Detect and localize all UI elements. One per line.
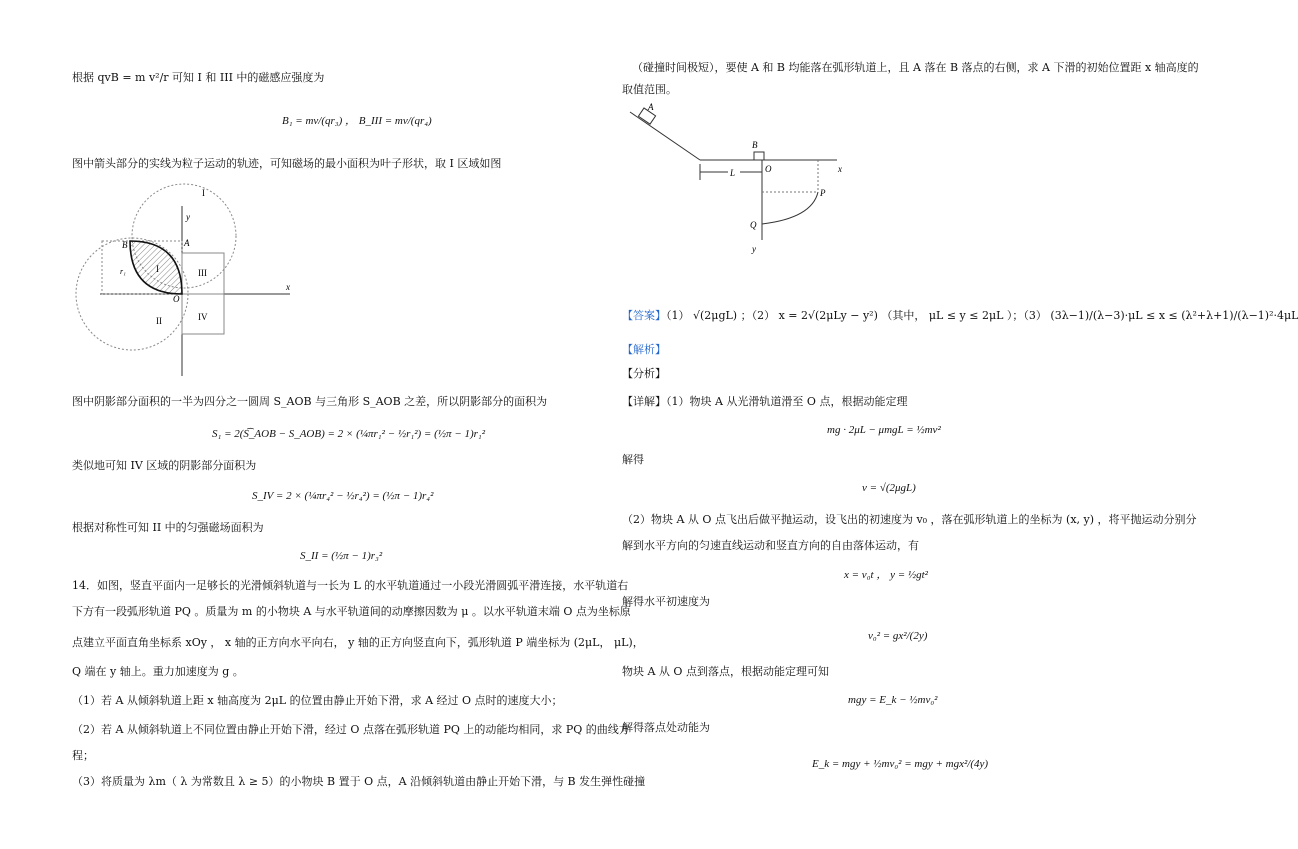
text-line: 根据 qvB = m v²/r 可知 I 和 III 中的磁感应强度为	[72, 71, 325, 84]
sub-question-1: （1）若 A 从倾斜轨道上距 x 轴高度为 2μL 的位置由静止开始下滑，求 A 经过 O 点时的速度大小；	[72, 694, 563, 707]
text-line: 图中阴影部分面积的一半为四分之一圆周 S_AOB 与三角形 S_AOB 之差，所以阴影部分的面积为	[72, 395, 548, 408]
text-line: 解得落点处动能为	[622, 721, 710, 734]
arc-track-pq	[762, 192, 818, 224]
label-o: O	[765, 164, 772, 174]
text-line: 图中箭头部分的实线为粒子运动的轨迹，可知磁场的最小面积为叶子形状，取 I 区域如图	[72, 157, 502, 170]
text-line: 取值范围。	[622, 83, 677, 96]
track-figure	[622, 100, 862, 260]
label-o: O	[173, 294, 180, 304]
fenxi-tag: 【分析】	[622, 367, 666, 380]
label-region-iv: IV	[198, 312, 208, 322]
detail-line: 【详解】（1）物块 A 从光滑轨道滑至 O 点，根据动能定理	[622, 395, 908, 408]
equation-s4: S_IV = 2 × (¼πr₄² − ½r₄²) = (½π − 1)r₄²	[252, 490, 434, 502]
equation-2: v = √(2μgL)	[862, 482, 916, 494]
text-line: 解到水平方向的匀速直线运动和竖直方向的自由落体运动，有	[622, 539, 919, 552]
text-line: 解得	[622, 453, 644, 466]
analysis-tag: 【解析】	[622, 343, 666, 356]
question-14-line: Q 端在 y 轴上。重力加速度为 g 。	[72, 665, 244, 678]
label-x: x	[838, 164, 842, 174]
text-line: （2）物块 A 从 O 点飞出后做平抛运动，设飞出的初速度为 v₀ ，落在弧形轨道上的坐标为 (x, y) ，将平抛运动分别分	[622, 513, 1197, 526]
label-a: A	[648, 102, 654, 112]
text-line: （碰撞时间极短），要使 A 和 B 均能落在弧形轨道上，且 A 落在 B 落点的右侧，求 A 下滑的初始位置距 x 轴高度的	[632, 61, 1199, 74]
equation-s1: S₁ = 2(S͡_AOB − S_AOB) = 2 × (¼πr₁² − ½r₁²) = (½π − 1)r₁²	[212, 428, 486, 440]
label-region-ii: II	[156, 316, 162, 326]
label-b: B	[122, 240, 128, 250]
label-q: Q	[750, 220, 757, 230]
label-y: y	[186, 212, 190, 222]
label-i: I	[202, 188, 205, 198]
equation-6: E_k = mgy + ½mv₀² = mgy + mgx²/(4y)	[812, 758, 989, 770]
sub-question-2-cont: 程；	[72, 749, 94, 762]
label-p: P	[820, 188, 826, 198]
equation-3: x = v₀t ， y = ½gt²	[844, 569, 928, 581]
text-line: 类似地可知 IV 区域的阴影部分面积为	[72, 459, 257, 472]
text-line: 解得水平初速度为	[622, 595, 710, 608]
text-line: 根据对称性可知 II 中的匀强磁场面积为	[72, 521, 264, 534]
answer-line	[622, 308, 1298, 324]
label-a: A	[184, 238, 190, 248]
question-14-line: 下方有一段弧形轨道 PQ 。质量为 m 的小物块 A 与水平轨道间的动摩擦因数为 μ 。以水平轨道末端 O 点为坐标原	[72, 605, 631, 618]
label-b: B	[752, 140, 758, 150]
answer-text: （1） √(2μgL) ；（2） x = 2√(2μLy − y²) （其中， μL ≤ y ≤ 2μL ）；（3） (3λ−1)/(λ−3)·μL ≤ x ≤ (λ²+λ+1)/(λ−1)²·4μL	[666, 309, 1298, 322]
question-14-line: 点建立平面直角坐标系 xOy ， x 轴的正方向水平向右， y 轴的正方向竖直向下，弧形轨道 P 端坐标为 (2μL， μL)，	[72, 636, 644, 649]
block-b	[754, 152, 764, 160]
sub-question-3: （3）将质量为 λm（ λ 为常数且 λ ≥ 5）的小物块 B 置于 O 点，A 沿倾斜轨道由静止开始下滑，与 B 发生弹性碰撞	[72, 775, 646, 788]
answer-tag: 【答案】	[622, 309, 666, 322]
question-14-line: 14．如图，竖直平面内一足够长的光滑倾斜轨道与一长为 L 的水平轨道通过一小段光滑圆弧平滑连接，水平轨道右	[72, 579, 629, 592]
label-y: y	[752, 244, 756, 254]
label-r1: r₁	[120, 267, 126, 276]
sub-question-2: （2）若 A 从倾斜轨道上不同位置由静止开始下滑，经过 O 点落在弧形轨道 PQ 上的动能均相同，求 PQ 的曲线方	[72, 723, 630, 736]
label-region-i: I	[156, 264, 159, 274]
equation-b: B₁ = mv/(qr₃) ， B_III = mv/(qr₄)	[282, 115, 432, 127]
equation-4: v₀² = gx²/(2y)	[868, 630, 928, 642]
equation-s2: S_II = (½π − 1)r₃²	[300, 550, 383, 562]
label-l: L	[730, 168, 736, 178]
equation-5: mgy = E_k − ½mv₀²	[848, 694, 938, 706]
magnetic-field-figure	[72, 186, 302, 386]
equation-1: mg · 2μL − μmgL = ½mv²	[827, 424, 941, 436]
label-region-iii: III	[198, 268, 207, 278]
label-x: x	[286, 282, 290, 292]
text-line: 物块 A 从 O 点到落点，根据动能定理可知	[622, 665, 829, 678]
